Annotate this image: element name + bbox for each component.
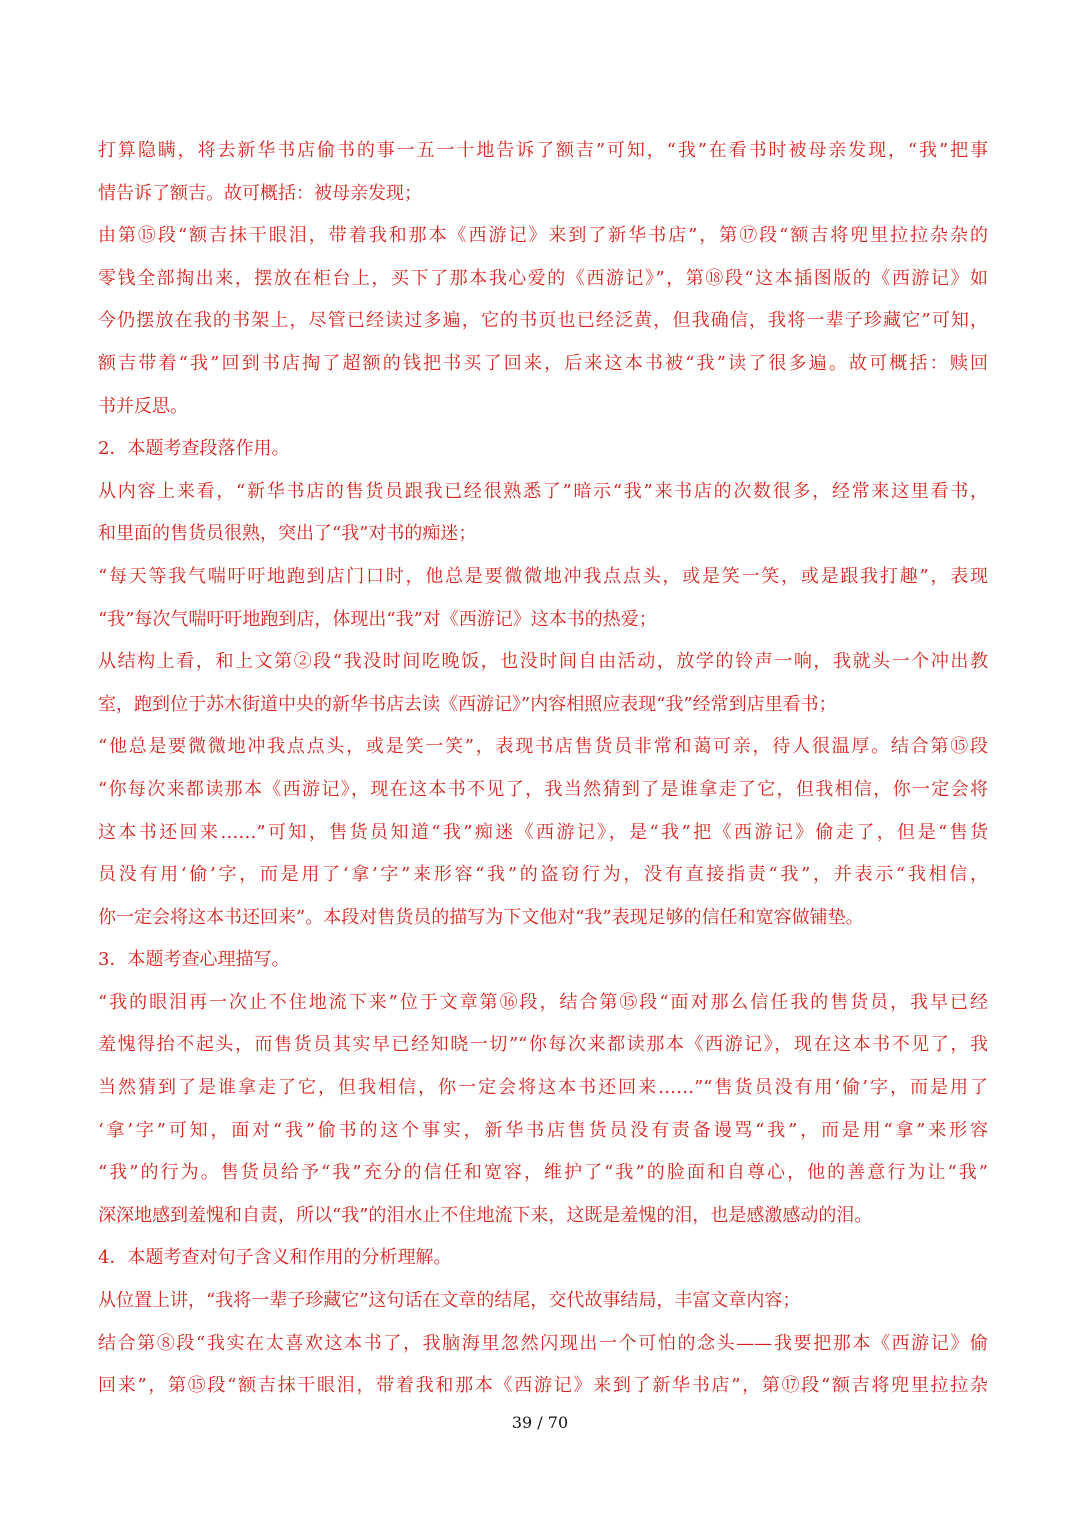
text-line: 深深地感到羞愧和自责，所以“我”的泪水止不住地流下来，这既是羞愧的泪，也是感激感动的泪。 bbox=[98, 1204, 873, 1226]
text-line: 额吉带着“我”回到书店掏了超额的钱把书买了回来，后来这本书被“我”读了很多遍。故可概括：赎回 bbox=[98, 352, 988, 374]
text-line: 当然猜到了是谁拿走了它，但我相信，你一定会将这本书还回来……”“售货员没有用‘偷’字，而是用了 bbox=[98, 1077, 988, 1099]
text-line: 结合第⑧段“我实在太喜欢这本书了，我脑海里忽然闪现出一个可怕的念头——我要把那本《西游记》偷 bbox=[98, 1332, 988, 1354]
text-line: “我的眼泪再一次止不住地流下来”位于文章第⑯段，结合第⑮段“面对那么信任我的售货员，我早已经 bbox=[98, 991, 988, 1013]
text-line: ‘拿’字”可知，面对“我”偷书的这个事实，新华书店售货员没有责备谩骂“我”，而是用“拿”来形容 bbox=[98, 1119, 988, 1141]
text-line: 和里面的售货员很熟，突出了“我”对书的痴迷； bbox=[98, 523, 477, 545]
text-line: “我”的行为。售货员给予“我”充分的信任和宽容，维护了“我”的脸面和自尊心，他的善意行为让“我” bbox=[98, 1162, 988, 1184]
text-line: 书并反思。 bbox=[98, 395, 188, 417]
text-line: 你一定会将这本书还回来”。本段对售货员的描写为下文他对“我”表现足够的信任和宽容做铺垫。 bbox=[98, 906, 864, 928]
text-line: 3．本题考查心理描写。 bbox=[98, 949, 290, 971]
text-line: 从结构上看，和上文第②段“我没时间吃晚饭，也没时间自由活动，放学的铃声一响，我就头一个冲出教 bbox=[98, 651, 988, 673]
text-line: 由第⑮段“额吉抹干眼泪，带着我和那本《西游记》来到了新华书店”，第⑰段“额吉将兜里拉拉杂杂的 bbox=[98, 225, 988, 247]
text-line: 今仍摆放在我的书架上，尽管已经读过多遍，它的书页也已经泛黄，但我确信，我将一辈子珍藏它”可知， bbox=[98, 310, 988, 332]
text-line: “我”每次气喘吁吁地跑到店，体现出“我”对《西游记》这本书的热爱； bbox=[98, 608, 657, 630]
text-line: “他总是要微微地冲我点点头，或是笑一笑”，表现书店售货员非常和蔼可亲，待人很温厚。结合第⑮段 bbox=[98, 736, 988, 758]
text-line: 这本书还回来……”可知，售货员知道“我”痴迷《西游记》，是“我”把《西游记》偷走了，但是“售货 bbox=[98, 821, 988, 843]
text-line: 室，跑到位于苏木街道中央的新华书店去读《西游记》”内容相照应表现“我”经常到店里看书； bbox=[98, 693, 837, 715]
page-number: 39 / 70 bbox=[511, 1413, 569, 1432]
text-line: “你每次来都读那本《西游记》，现在这本书不见了，我当然猜到了是谁拿走了它，但我相信，你一定会将 bbox=[98, 778, 988, 800]
text-line: 回来”，第⑮段“额吉抹干眼泪，带着我和那本《西游记》来到了新华书店”，第⑰段“额吉将兜里拉拉杂 bbox=[98, 1375, 988, 1397]
text-line: 2．本题考查段落作用。 bbox=[98, 438, 290, 460]
text-line: 员没有用‘偷’字，而是用了‘拿’字”来形容“我”的盗窃行为，没有直接指责“我”，并表示“我相信， bbox=[98, 864, 988, 886]
text-line: 零钱全部掏出来，摆放在柜台上，买下了那本我心爱的《西游记》”，第⑱段“这本插图版的《西游记》如 bbox=[98, 267, 988, 289]
text-line: 羞愧得抬不起头，而售货员其实早已经知晓一切”“你每次来都读那本《西游记》，现在这本书不见了，我 bbox=[98, 1034, 988, 1056]
text-line: 从位置上讲，“我将一辈子珍藏它”这句话在文章的结尾，交代故事结局，丰富文章内容； bbox=[98, 1290, 801, 1312]
text-line: 情告诉了额吉。故可概括：被母亲发现； bbox=[98, 182, 422, 204]
text-line: 4．本题考查对句子含义和作用的分析理解。 bbox=[98, 1247, 452, 1269]
answer-text-block bbox=[98, 130, 988, 1408]
text-line: 从内容上来看，“新华书店的售货员跟我已经很熟悉了”暗示“我”来书店的次数很多，经常来这里看书， bbox=[98, 480, 988, 502]
text-line: “每天等我气喘吁吁地跑到店门口时，他总是要微微地冲我点点头，或是笑一笑，或是跟我打趣”，表现 bbox=[98, 565, 988, 587]
text-line: 打算隐瞒，将去新华书店偷书的事一五一十地告诉了额吉”可知，“我”在看书时被母亲发现，“我”把事 bbox=[98, 140, 988, 161]
